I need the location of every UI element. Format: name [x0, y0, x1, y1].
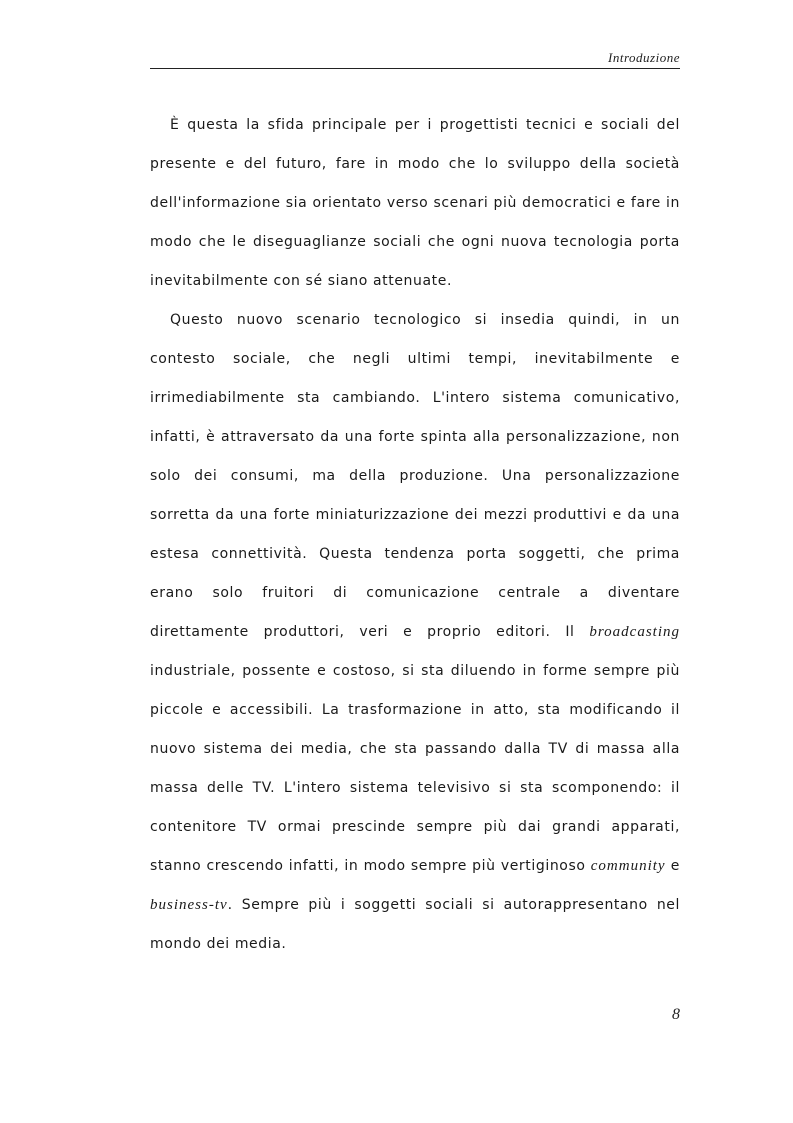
- page-number: 8: [672, 1006, 680, 1023]
- italic-term-broadcasting: broadcasting: [589, 624, 680, 640]
- running-header: Introduzione: [608, 50, 680, 65]
- paragraph-1: È questa la sfida principale per i progettisti tecnici e sociali del presente e del futuro, fare in modo che lo sviluppo della società dell'informazione sia orientato verso scenari più democratici e fare in modo che le diseguaglianze sociali che ogni nuova tecnologia porta inevitabilmente con sé siano attenuate.: [150, 117, 680, 289]
- italic-term-community: community: [590, 858, 666, 874]
- paragraph-2-text-2: industriale, possente e costoso, si sta diluendo in forme sempre più piccole e accessibili. La trasformazione in atto, sta modificando il nuovo sistema dei media, che sta passando dalla TV di massa alla massa delle TV. L'intero sistema televisivo si sta scomponendo: il contenitore TV ormai prescinde sempre più dai grandi apparati, stanno crescendo infatti, in modo sempre più vertiginoso: [150, 663, 680, 874]
- body-text: [150, 106, 680, 964]
- header-rule: [150, 68, 680, 69]
- paragraph-2: [150, 301, 680, 964]
- paragraph-2-text-3: e: [665, 858, 681, 874]
- italic-term-business-tv: business-tv: [150, 897, 228, 913]
- paragraph-2-text-1: Questo nuovo scenario tecnologico si insedia quindi, in un contesto sociale, che negli ultimi tempi, inevitabilmente e irrimediabilmente sta cambiando. L'intero sistema comunicativo, infatti, è attraversato da una forte spinta alla personalizzazione, non solo dei consumi, ma della produzione. Una personalizzazione sorretta da una forte miniaturizzazione dei mezzi produttivi e da una estesa connettività. Questa tendenza porta soggetti, che prima erano solo fruitori di comunicazione centrale a diventare direttamente produttori, veri e proprio editori. Il: [150, 312, 680, 640]
- paragraph-2-text-4: . Sempre più i soggetti sociali si autorappresentano nel mondo dei media.: [150, 897, 680, 952]
